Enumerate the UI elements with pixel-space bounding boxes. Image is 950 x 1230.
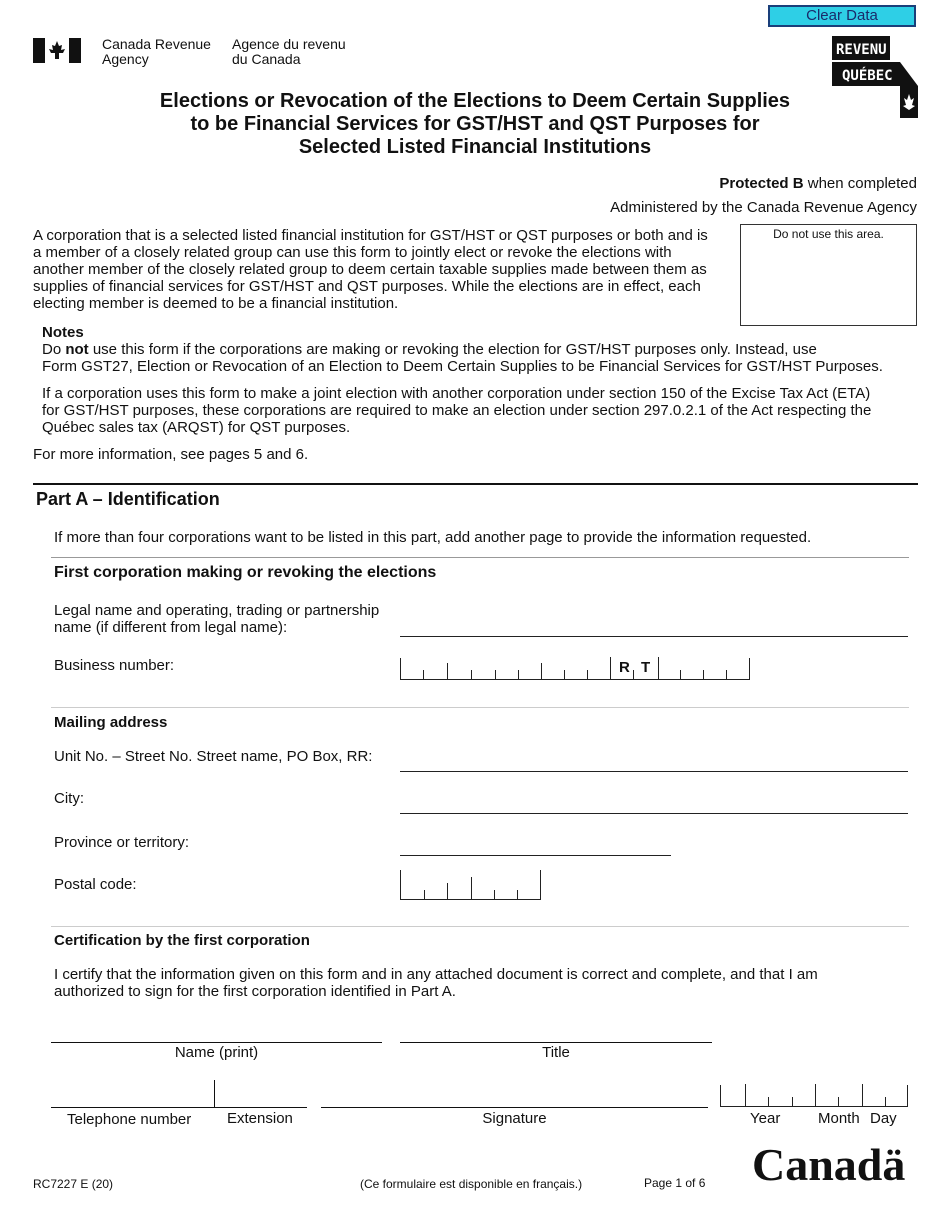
legal-name-field[interactable] bbox=[400, 616, 908, 637]
rt-letter-r: R bbox=[619, 659, 630, 676]
more-info: For more information, see pages 5 and 6. bbox=[33, 446, 309, 463]
agency-name-en: Canada Revenue Agency bbox=[102, 36, 211, 67]
section-divider bbox=[51, 557, 909, 558]
french-availability-note: (Ce formulaire est disponible en français.) bbox=[360, 1177, 583, 1191]
signature-line[interactable] bbox=[321, 1107, 708, 1108]
first-corp-heading: First corporation making or revoking the elections bbox=[54, 564, 437, 581]
do-not-use-area: Do not use this area. bbox=[740, 224, 917, 326]
section-divider bbox=[51, 707, 909, 708]
certification-heading: Certification by the first corporation bbox=[54, 932, 310, 949]
part-a-instruction: If more than four corporations want to be listed in this part, add another page to provide the information requested. bbox=[54, 529, 812, 546]
agency-name-fr: Agence du revenu du Canada bbox=[232, 36, 346, 67]
name-print-label: Name (print) bbox=[174, 1044, 259, 1061]
notes-paragraph-2: If a corporation uses this form to make a joint election with another corporation under section 150 of the Excise Tax Act (ETA) for GST/HST purposes, these corporations are required to make an election under section 297.0.2.1 of the Act respecting the Québec sales tax (ARQST) for QST purposes. bbox=[42, 385, 872, 436]
protected-b-label: Protected B when completed bbox=[719, 175, 917, 192]
signature-label: Signature bbox=[482, 1110, 547, 1127]
rq-logo-line2: QUÉBEC bbox=[842, 68, 893, 84]
part-a-divider bbox=[33, 483, 918, 485]
province-label: Province or territory: bbox=[54, 834, 190, 851]
business-number-label: Business number: bbox=[54, 657, 175, 674]
administered-by: Administered by the Canada Revenue Agency bbox=[610, 199, 917, 216]
title-line[interactable] bbox=[400, 1042, 712, 1043]
street-label: Unit No. – Street No. Street name, PO Box, RR: bbox=[54, 748, 373, 765]
extension-label: Extension bbox=[227, 1110, 293, 1127]
page-number: Page 1 of 6 bbox=[644, 1176, 706, 1190]
date-field[interactable] bbox=[720, 1085, 908, 1107]
day-label: Day bbox=[870, 1110, 897, 1127]
notes-paragraph-1: Do not use this form if the corporations are making or revoking the election for GST/HST purposes only. Instead, use Form GST27, Election or Revocation of an Election to Deem Certain Supplies to be Financial Services for GST/HST Purposes. bbox=[42, 341, 883, 375]
canada-flag-icon bbox=[33, 38, 81, 63]
year-label: Year bbox=[750, 1110, 781, 1127]
notes-heading: Notes bbox=[42, 324, 84, 341]
form-title: Elections or Revocation of the Elections to Deem Certain Supplies to be Financial Services for GST/HST and QST Purposes for Selected Listed Financial Institutions bbox=[159, 90, 791, 158]
month-label: Month bbox=[818, 1110, 860, 1127]
city-label: City: bbox=[54, 790, 84, 807]
rt-letter-t: T bbox=[641, 659, 651, 676]
section-divider bbox=[51, 926, 909, 927]
title-label: Title bbox=[542, 1044, 570, 1061]
legal-name-label: Legal name and operating, trading or partnership name (if different from legal name): bbox=[54, 602, 380, 636]
telephone-label: Telephone number bbox=[67, 1111, 192, 1128]
rq-logo-line1: REVENU bbox=[836, 42, 887, 58]
clear-data-button[interactable]: Clear Data bbox=[768, 5, 916, 27]
city-field[interactable] bbox=[400, 793, 908, 814]
postal-code-field[interactable] bbox=[400, 870, 541, 900]
certification-text: I certify that the information given on this form and in any attached document is correct and complete, and that I am authorized to sign for the first corporation identified in Part A. bbox=[54, 966, 818, 1000]
province-field[interactable] bbox=[400, 835, 671, 856]
canada-wordmark: Canadä bbox=[752, 1139, 906, 1190]
extension-divider bbox=[214, 1080, 215, 1107]
mailing-address-heading: Mailing address bbox=[54, 714, 168, 731]
name-print-line[interactable] bbox=[51, 1042, 382, 1043]
telephone-line[interactable] bbox=[51, 1107, 307, 1108]
form-code: RC7227 E (20) bbox=[33, 1177, 114, 1191]
business-number-field[interactable] bbox=[400, 658, 750, 680]
street-field[interactable] bbox=[400, 751, 908, 772]
intro-paragraph: A corporation that is a selected listed financial institution for GST/HST or QST purposes or both and is a member of a closely related group can use this form to jointly elect or revoke the elections with another member of the closely related group to deem certain taxable supplies made between them as supplies of financial services for GST/HST and QST purposes. While the elections are in effect, each electing member is deemed to be a financial institution. bbox=[33, 227, 708, 312]
part-a-heading: Part A – Identification bbox=[36, 489, 220, 509]
postal-code-label: Postal code: bbox=[54, 876, 137, 893]
